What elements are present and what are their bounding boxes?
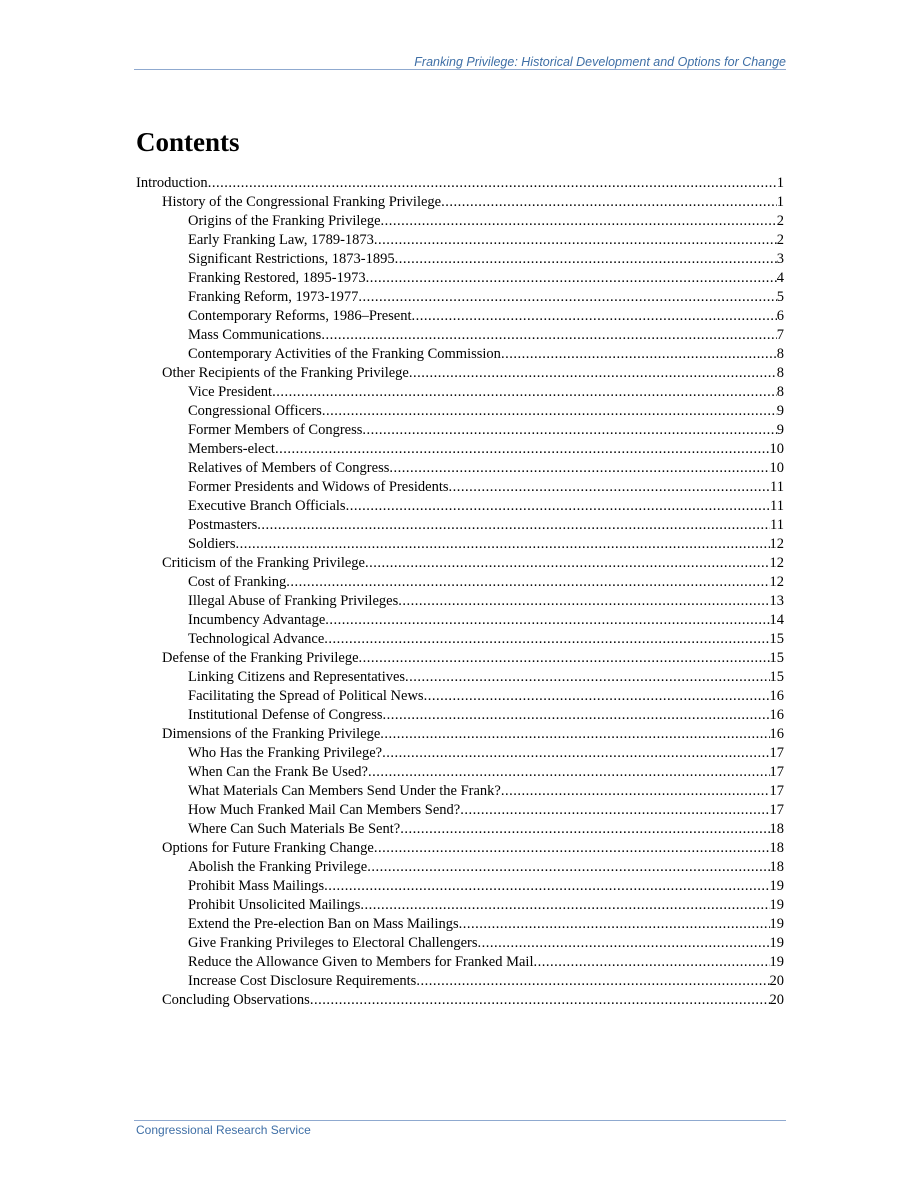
toc-page-number: 16 bbox=[769, 726, 784, 742]
toc-page-number: 13 bbox=[769, 593, 784, 609]
toc-entry[interactable] bbox=[136, 592, 784, 611]
toc-entry[interactable] bbox=[136, 174, 784, 193]
toc-entry[interactable] bbox=[136, 763, 784, 782]
toc-entry-label: Executive Branch Officials bbox=[188, 498, 346, 514]
toc-entry-label: Prohibit Unsolicited Mailings bbox=[188, 897, 361, 913]
toc-dot-leader bbox=[322, 402, 777, 421]
toc-entry-label: Former Presidents and Widows of Presidents bbox=[188, 479, 449, 495]
header-rule bbox=[134, 69, 786, 70]
toc-page-number: 2 bbox=[776, 213, 784, 229]
toc-dot-leader bbox=[324, 630, 769, 649]
toc-page-number: 4 bbox=[776, 270, 784, 286]
toc-entry[interactable] bbox=[136, 820, 784, 839]
toc-entry-label: Criticism of the Franking Privilege bbox=[162, 555, 365, 571]
toc-dot-leader bbox=[381, 212, 777, 231]
toc-entry[interactable] bbox=[136, 725, 784, 744]
toc-entry-label: Prohibit Mass Mailings bbox=[188, 878, 325, 894]
toc-page-number: 20 bbox=[769, 973, 784, 989]
toc-entry[interactable] bbox=[136, 440, 784, 459]
toc-dot-leader bbox=[359, 649, 770, 668]
toc-page-number: 9 bbox=[776, 422, 784, 438]
toc-entry-label: When Can the Frank Be Used? bbox=[188, 764, 368, 780]
toc-dot-leader bbox=[366, 269, 777, 288]
toc-dot-leader bbox=[398, 592, 769, 611]
toc-entry[interactable] bbox=[136, 877, 784, 896]
toc-entry-label: Relatives of Members of Congress bbox=[188, 460, 390, 476]
toc-page-number: 17 bbox=[769, 783, 784, 799]
toc-page-number: 2 bbox=[776, 232, 784, 248]
toc-page-number: 17 bbox=[769, 802, 784, 818]
toc-dot-leader bbox=[236, 535, 770, 554]
toc-dot-leader bbox=[380, 725, 769, 744]
toc-entry-label: Facilitating the Spread of Political News bbox=[188, 688, 424, 704]
toc-dot-leader bbox=[501, 782, 770, 801]
toc-dot-leader bbox=[449, 478, 771, 497]
toc-dot-leader bbox=[395, 250, 777, 269]
toc-page-number: 20 bbox=[769, 992, 784, 1008]
toc-entry-label: Abolish the Franking Privilege bbox=[188, 859, 368, 875]
toc-entry-label: Former Members of Congress bbox=[188, 422, 363, 438]
toc-entry-label: Introduction bbox=[136, 175, 208, 191]
toc-entry[interactable] bbox=[136, 630, 784, 649]
toc-page-number: 16 bbox=[769, 707, 784, 723]
toc-entry[interactable] bbox=[136, 383, 784, 402]
toc-dot-leader bbox=[324, 877, 769, 896]
toc-entry-label: Who Has the Franking Privilege? bbox=[188, 745, 383, 761]
toc-dot-leader bbox=[321, 326, 776, 345]
toc-page-number: 8 bbox=[776, 384, 784, 400]
toc-dot-leader bbox=[441, 193, 777, 212]
toc-dot-leader bbox=[374, 231, 777, 250]
toc-page-number: 11 bbox=[770, 517, 784, 533]
toc-page-number: 12 bbox=[769, 574, 784, 590]
toc-entry[interactable] bbox=[136, 972, 784, 991]
toc-entry-label: Concluding Observations bbox=[162, 992, 310, 1008]
toc-dot-leader bbox=[405, 668, 769, 687]
toc-entry[interactable] bbox=[136, 269, 784, 288]
toc-entry-label: Institutional Defense of Congress bbox=[188, 707, 383, 723]
toc-page-number: 12 bbox=[769, 555, 784, 571]
toc-entry-label: Illegal Abuse of Franking Privileges bbox=[188, 593, 399, 609]
toc-entry-label: Contemporary Reforms, 1986–Present bbox=[188, 308, 412, 324]
toc-page-number: 11 bbox=[770, 498, 784, 514]
toc-dot-leader bbox=[534, 953, 770, 972]
toc-page-number: 17 bbox=[769, 745, 784, 761]
toc-entry[interactable] bbox=[136, 459, 784, 478]
running-footer: Congressional Research Service bbox=[136, 1123, 311, 1137]
toc-entry-label: Linking Citizens and Representatives bbox=[188, 669, 406, 685]
toc-dot-leader bbox=[383, 706, 770, 725]
toc-entry[interactable] bbox=[136, 402, 784, 421]
toc-page-number: 8 bbox=[776, 365, 784, 381]
toc-dot-leader bbox=[478, 934, 770, 953]
toc-entry[interactable] bbox=[136, 212, 784, 231]
table-of-contents bbox=[136, 174, 784, 1010]
toc-dot-leader bbox=[416, 972, 769, 991]
toc-dot-leader bbox=[325, 611, 769, 630]
toc-dot-leader bbox=[367, 858, 769, 877]
toc-entry-label: Give Franking Privileges to Electoral Challengers bbox=[188, 935, 478, 951]
toc-page-number: 3 bbox=[776, 251, 784, 267]
toc-page-number: 19 bbox=[769, 935, 784, 951]
toc-entry[interactable] bbox=[136, 706, 784, 725]
toc-dot-leader bbox=[368, 763, 770, 782]
toc-dot-leader bbox=[362, 421, 776, 440]
toc-dot-leader bbox=[272, 383, 777, 402]
toc-entry-label: Incumbency Advantage bbox=[188, 612, 326, 628]
toc-entry[interactable] bbox=[136, 231, 784, 250]
toc-entry[interactable] bbox=[136, 668, 784, 687]
toc-dot-leader bbox=[389, 459, 769, 478]
toc-entry-label: Cost of Franking bbox=[188, 574, 287, 590]
toc-entry-label: What Materials Can Members Send Under the Frank? bbox=[188, 783, 501, 799]
toc-entry[interactable] bbox=[136, 782, 784, 801]
toc-page-number: 17 bbox=[769, 764, 784, 780]
toc-entry[interactable] bbox=[136, 535, 784, 554]
toc-dot-leader bbox=[459, 915, 770, 934]
toc-dot-leader bbox=[400, 820, 769, 839]
toc-entry-label: Franking Restored, 1895-1973 bbox=[188, 270, 366, 286]
toc-page-number: 6 bbox=[776, 308, 784, 324]
toc-entry-label: Early Franking Law, 1789-1873 bbox=[188, 232, 374, 248]
toc-entry[interactable] bbox=[136, 364, 784, 383]
toc-dot-leader bbox=[275, 440, 770, 459]
toc-dot-leader bbox=[358, 288, 776, 307]
toc-dot-leader bbox=[424, 687, 770, 706]
toc-page-number: 1 bbox=[776, 194, 784, 210]
toc-entry[interactable] bbox=[136, 839, 784, 858]
toc-page-number: 12 bbox=[769, 536, 784, 552]
toc-entry-label: Vice President bbox=[188, 384, 273, 400]
toc-entry-label: Franking Reform, 1973-1977 bbox=[188, 289, 359, 305]
toc-entry[interactable] bbox=[136, 801, 784, 820]
toc-dot-leader bbox=[501, 345, 777, 364]
toc-entry-label: Options for Future Franking Change bbox=[162, 840, 374, 856]
toc-page-number: 1 bbox=[776, 175, 784, 191]
toc-entry-label: History of the Congressional Franking Privilege bbox=[162, 194, 442, 210]
toc-entry[interactable] bbox=[136, 516, 784, 535]
toc-entry-label: Soldiers bbox=[188, 536, 236, 552]
toc-dot-leader bbox=[460, 801, 769, 820]
toc-entry[interactable] bbox=[136, 497, 784, 516]
toc-entry-label: Technological Advance bbox=[188, 631, 325, 647]
toc-entry[interactable] bbox=[136, 953, 784, 972]
toc-entry[interactable] bbox=[136, 896, 784, 915]
toc-page-number: 19 bbox=[769, 954, 784, 970]
toc-dot-leader bbox=[382, 744, 769, 763]
toc-entry-label: Defense of the Franking Privilege bbox=[162, 650, 359, 666]
toc-page-number: 7 bbox=[776, 327, 784, 343]
toc-dot-leader bbox=[286, 573, 769, 592]
toc-entry[interactable] bbox=[136, 991, 784, 1010]
toc-entry-label: Members-elect bbox=[188, 441, 275, 457]
toc-entry-label: Where Can Such Materials Be Sent? bbox=[188, 821, 401, 837]
toc-entry[interactable] bbox=[136, 573, 784, 592]
toc-dot-leader bbox=[346, 497, 770, 516]
toc-entry[interactable] bbox=[136, 744, 784, 763]
toc-entry[interactable] bbox=[136, 649, 784, 668]
toc-entry[interactable] bbox=[136, 858, 784, 877]
toc-dot-leader bbox=[365, 554, 770, 573]
toc-page-number: 14 bbox=[769, 612, 784, 628]
toc-entry[interactable] bbox=[136, 345, 784, 364]
toc-entry[interactable] bbox=[136, 934, 784, 953]
toc-page-number: 18 bbox=[769, 859, 784, 875]
toc-page-number: 15 bbox=[769, 650, 784, 666]
toc-page-number: 15 bbox=[769, 631, 784, 647]
toc-entry-label: Mass Communications bbox=[188, 327, 322, 343]
footer-rule bbox=[134, 1120, 786, 1121]
toc-page-number: 8 bbox=[776, 346, 784, 362]
toc-entry-label: Significant Restrictions, 1873-1895 bbox=[188, 251, 395, 267]
toc-entry-label: Contemporary Activities of the Franking Commission bbox=[188, 346, 501, 362]
toc-page-number: 19 bbox=[769, 897, 784, 913]
toc-page-number: 16 bbox=[769, 688, 784, 704]
toc-entry[interactable] bbox=[136, 250, 784, 269]
toc-page-number: 9 bbox=[776, 403, 784, 419]
toc-page-number: 5 bbox=[776, 289, 784, 305]
toc-dot-leader bbox=[208, 174, 777, 193]
toc-entry-label: Extend the Pre-election Ban on Mass Mailings bbox=[188, 916, 459, 932]
toc-entry-label: Reduce the Allowance Given to Members for Franked Mail bbox=[188, 954, 534, 970]
toc-entry[interactable] bbox=[136, 421, 784, 440]
toc-page-number: 19 bbox=[769, 878, 784, 894]
toc-entry[interactable] bbox=[136, 611, 784, 630]
toc-entry[interactable] bbox=[136, 478, 784, 497]
toc-entry-label: Increase Cost Disclosure Requirements bbox=[188, 973, 417, 989]
toc-entry-label: How Much Franked Mail Can Members Send? bbox=[188, 802, 461, 818]
toc-page-number: 10 bbox=[769, 460, 784, 476]
toc-entry[interactable] bbox=[136, 193, 784, 212]
toc-entry[interactable] bbox=[136, 554, 784, 573]
toc-dot-leader bbox=[257, 516, 770, 535]
toc-dot-leader bbox=[412, 307, 777, 326]
toc-page-number: 19 bbox=[769, 916, 784, 932]
running-header: Franking Privilege: Historical Development and Options for Change bbox=[414, 55, 786, 69]
toc-dot-leader bbox=[409, 364, 777, 383]
toc-entry[interactable] bbox=[136, 687, 784, 706]
page-title: Contents bbox=[136, 127, 240, 157]
toc-dot-leader bbox=[360, 896, 769, 915]
toc-dot-leader bbox=[310, 991, 770, 1010]
toc-page-number: 18 bbox=[769, 840, 784, 856]
toc-page-number: 15 bbox=[769, 669, 784, 685]
toc-entry-label: Postmasters bbox=[188, 517, 258, 533]
toc-entry-label: Other Recipients of the Franking Privilege bbox=[162, 365, 409, 381]
toc-entry[interactable] bbox=[136, 326, 784, 345]
toc-page-number: 11 bbox=[770, 479, 784, 495]
toc-dot-leader bbox=[374, 839, 770, 858]
toc-entry-label: Origins of the Franking Privilege bbox=[188, 213, 381, 229]
toc-page-number: 18 bbox=[769, 821, 784, 837]
toc-page-number: 10 bbox=[769, 441, 784, 457]
toc-entry[interactable] bbox=[136, 288, 784, 307]
toc-entry[interactable] bbox=[136, 915, 784, 934]
toc-entry-label: Congressional Officers bbox=[188, 403, 322, 419]
toc-entry-label: Dimensions of the Franking Privilege bbox=[162, 726, 381, 742]
toc-entry[interactable] bbox=[136, 307, 784, 326]
